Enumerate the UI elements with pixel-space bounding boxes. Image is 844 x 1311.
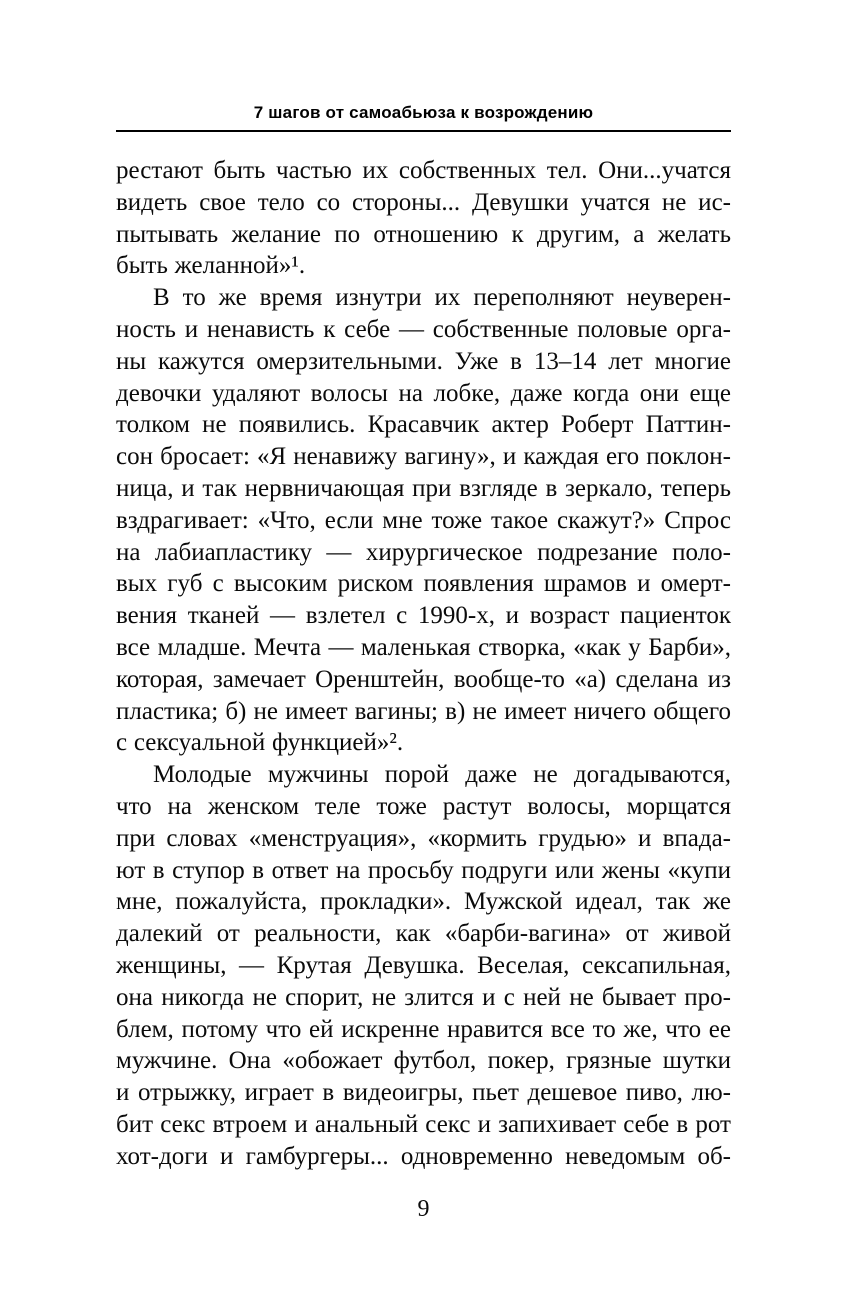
text-line: ность и ненависть к себе — собственные половые орга-	[116, 315, 731, 343]
text-line: мужчине. Она «обожает футбол, покер, грязные шутки	[116, 1047, 731, 1075]
text-line: видеть свое тело со стороны... Девушки учатся не ис-	[116, 188, 731, 216]
paragraph	[116, 155, 731, 282]
text-line: блем, потому что ей искренне нравится все то же, что ее	[116, 1015, 731, 1043]
text-line: сон бросает: «Я ненавижу вагину», и каждая его поклон-	[116, 443, 731, 471]
text-line: ют в ступор в ответ на просьбу подруги или жены «купи	[116, 856, 731, 884]
text-line: вения тканей — взлетел с 1990-х, и возраст пациенток	[116, 602, 731, 630]
text-line: вых губ с высоким риском появления шрамов и омерт-	[116, 570, 731, 598]
text-line: что на женском теле тоже растут волосы, морщатся	[116, 792, 731, 820]
header-rule	[116, 130, 731, 132]
text-line: рестают быть частью их собственных тел. Они...учатся	[116, 157, 731, 184]
text-line: В то же время изнутри их переполняют неуверен-	[153, 284, 731, 312]
text-line: вздрагивает: «Что, если мне тоже такое скажут?» Спрос	[116, 506, 731, 534]
text-column	[116, 103, 731, 1173]
text-line: которая, замечает Оренштейн, вообще-то «а) сделана из	[116, 665, 731, 693]
text-line: бит секс втроем и анальный секс и запихивает себе в рот	[116, 1110, 731, 1138]
text-line: ница, и так нервничающая при взгляде в зеркало, теперь	[116, 474, 731, 502]
text-line: и отрыжку, играет в видеоигры, пьет дешевое пиво, лю-	[116, 1079, 731, 1107]
text-line: далекий от реальности, как «барби-вагина» от живой	[116, 920, 731, 948]
text-line: девочки удаляют волосы на лобке, даже когда они еще	[116, 379, 731, 407]
page-number: 9	[417, 1196, 430, 1222]
paragraph	[116, 282, 731, 759]
running-head: 7 шагов от самоабьюза к возрождению	[253, 103, 594, 122]
page-body	[116, 155, 731, 1173]
text-line: женщины, — Крутая Девушка. Веселая, сексапильная,	[116, 951, 731, 979]
text-line: быть желанной»¹.	[116, 252, 306, 280]
text-line: пытывать желание по отношению к другим, а желать	[116, 220, 731, 248]
text-line: толком не появились. Красавчик актер Роберт Паттин-	[116, 411, 731, 439]
text-line: на лабиапластику — хирургическое подрезание поло-	[116, 538, 731, 566]
text-line: при словах «менструация», «кормить грудью» и впада-	[116, 824, 731, 852]
text-line: пластика; б) не имеет вагины; в) не имеет ничего общего	[116, 697, 731, 725]
text-line: Молодые мужчины порой даже не догадываются,	[153, 761, 731, 789]
paragraph	[116, 759, 731, 1172]
text-line: с сексуальной функцией»².	[116, 729, 404, 757]
text-line: все младше. Мечта — маленькая створка, «как у Барби»,	[116, 633, 731, 661]
text-line: ны кажутся омерзительными. Уже в 13–14 лет многие	[116, 347, 731, 375]
text-line: мне, пожалуйста, прокладки». Мужской идеал, так же	[116, 888, 731, 916]
text-line: она никогда не спорит, не злится и с ней не бывает про-	[116, 983, 731, 1011]
text-line: хот-доги и гамбургеры... одновременно неведомым об-	[116, 1142, 731, 1170]
